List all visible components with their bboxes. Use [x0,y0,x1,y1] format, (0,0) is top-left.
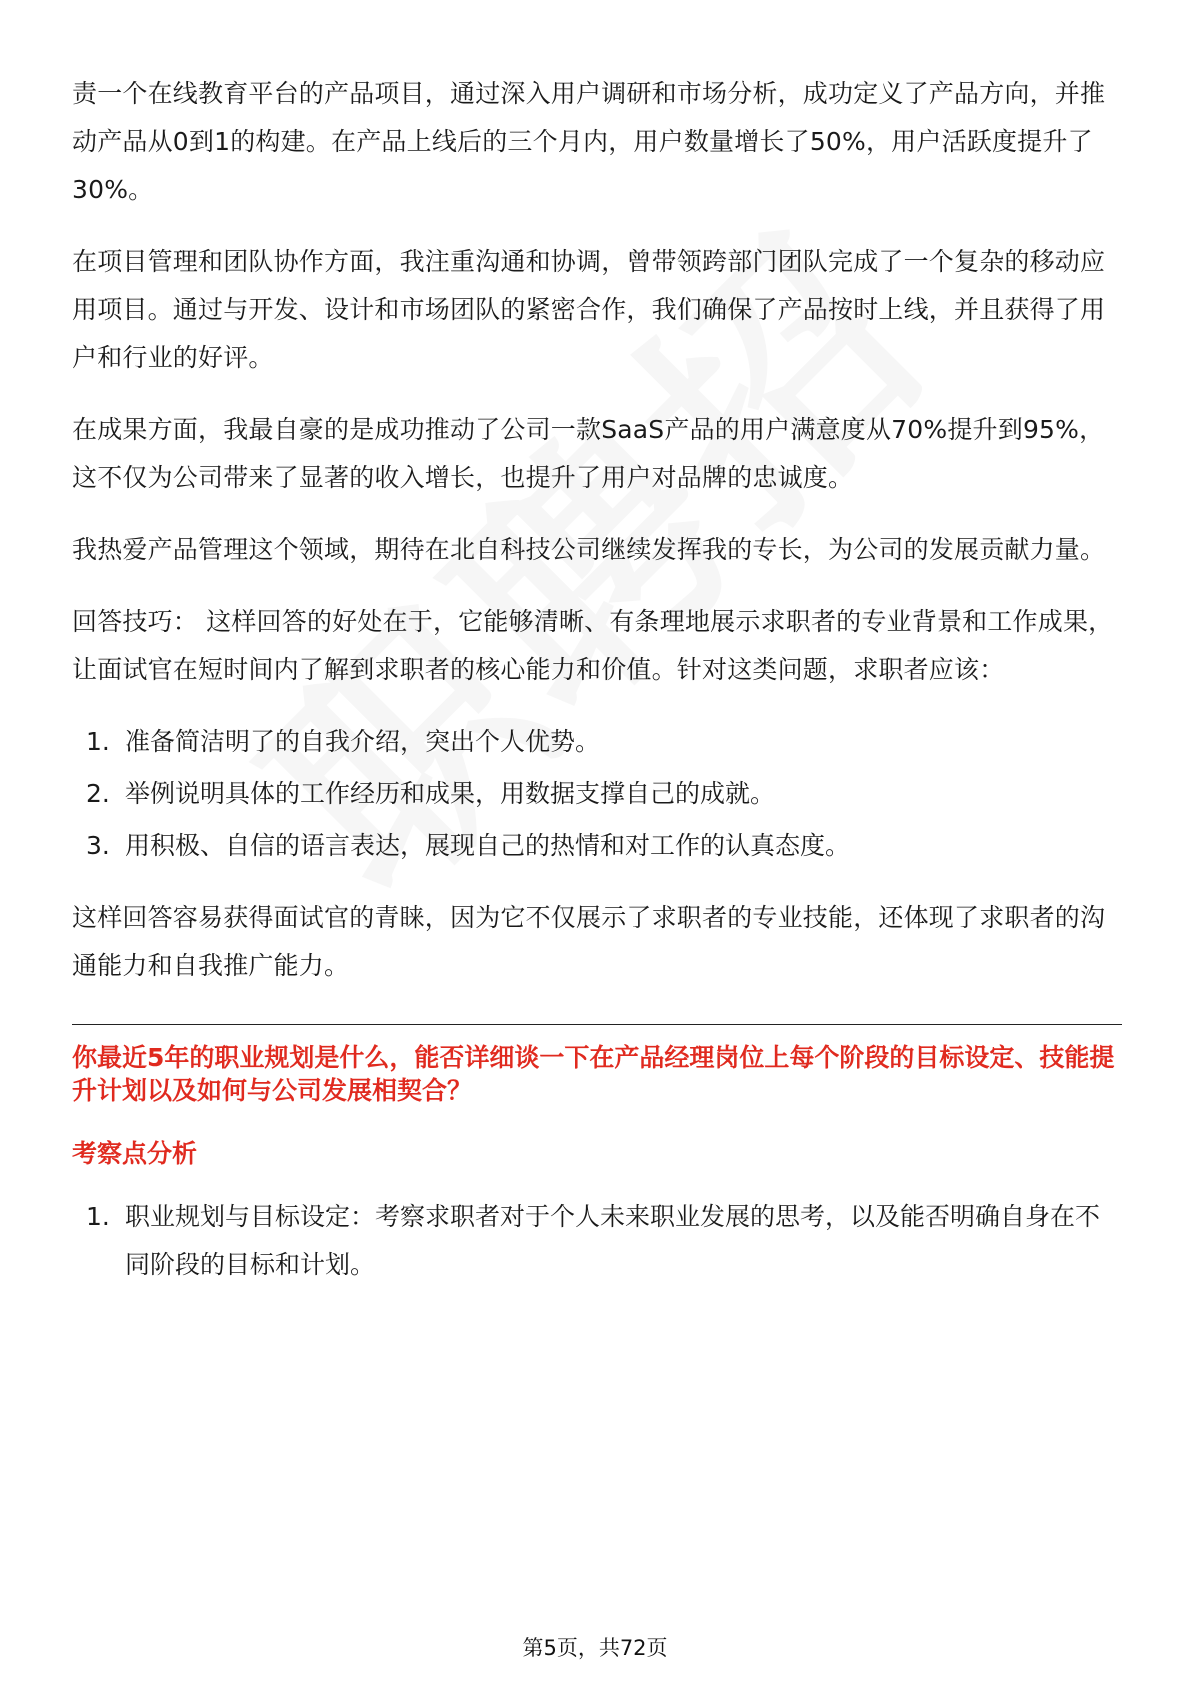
tips-list [72,718,1122,870]
analysis-list [72,1193,1122,1289]
list-number: 1. [86,727,110,756]
closing-paragraph: 这样回答容易获得面试官的青睐，因为它不仅展示了求职者的专业技能，还体现了求职者的沟通能力和自我推广能力。 [72,903,1106,980]
list-item [72,770,1122,818]
list-item-text: 用积极、自信的语言表达，展现自己的热情和对工作的认真态度。 [125,831,851,860]
answer-paragraph-3: 在成果方面，我最自豪的是成功推动了公司一款SaaS产品的用户满意度从70%提升到95%，这不仅为公司带来了显著的收入增长，也提升了用户对品牌的忠诚度。 [72,415,1105,492]
list-item-text: 准备简洁明了的自我介绍，突出个人优势。 [125,727,601,756]
analysis-heading: 考察点分析 [72,1139,198,1168]
list-item-text: 举例说明具体的工作经历和成果，用数据支撑自己的成就。 [125,779,776,808]
interview-question: 你最近5年的职业规划是什么，能否详细谈一下在产品经理岗位上每个阶段的目标设定、技能提升计划以及如何与公司发展相契合？ [72,1043,1115,1105]
answer-paragraph-4: 我热爱产品管理这个领域，期待在北自科技公司继续发挥我的专长，为公司的发展贡献力量。 [72,535,1106,564]
answer-paragraph-2: 在项目管理和团队协作方面，我注重沟通和协调，曾带领跨部门团队完成了一个复杂的移动应用项目。通过与开发、设计和市场团队的紧密合作，我们确保了产品按时上线，并且获得了用户和行业的好评。 [72,247,1106,372]
answer-tips-paragraph: 回答技巧： 这样回答的好处在于，它能够清晰、有条理地展示求职者的专业背景和工作成果，让面试官在短时间内了解到求职者的核心能力和价值。针对这类问题，求职者应该： [72,607,1114,684]
page-footer: 第5页，共72页 [522,1636,668,1660]
list-number: 1. [86,1202,110,1231]
section-divider [72,1024,1122,1025]
answer-paragraph-1: 责一个在线教育平台的产品项目，通过深入用户调研和市场分析，成功定义了产品方向，并推动产品从0到1的构建。在产品上线后的三个月内，用户数量增长了50%，用户活跃度提升了30%。 [72,79,1106,204]
list-item-text: 职业规划与目标设定：考察求职者对于个人未来职业发展的思考，以及能否明确自身在不同阶段的目标和计划。 [125,1202,1101,1279]
page-content [72,70,1122,1313]
list-number: 2. [86,779,110,808]
list-item [72,1193,1122,1289]
list-number: 3. [86,831,110,860]
list-item [72,822,1122,870]
list-item [72,718,1122,766]
